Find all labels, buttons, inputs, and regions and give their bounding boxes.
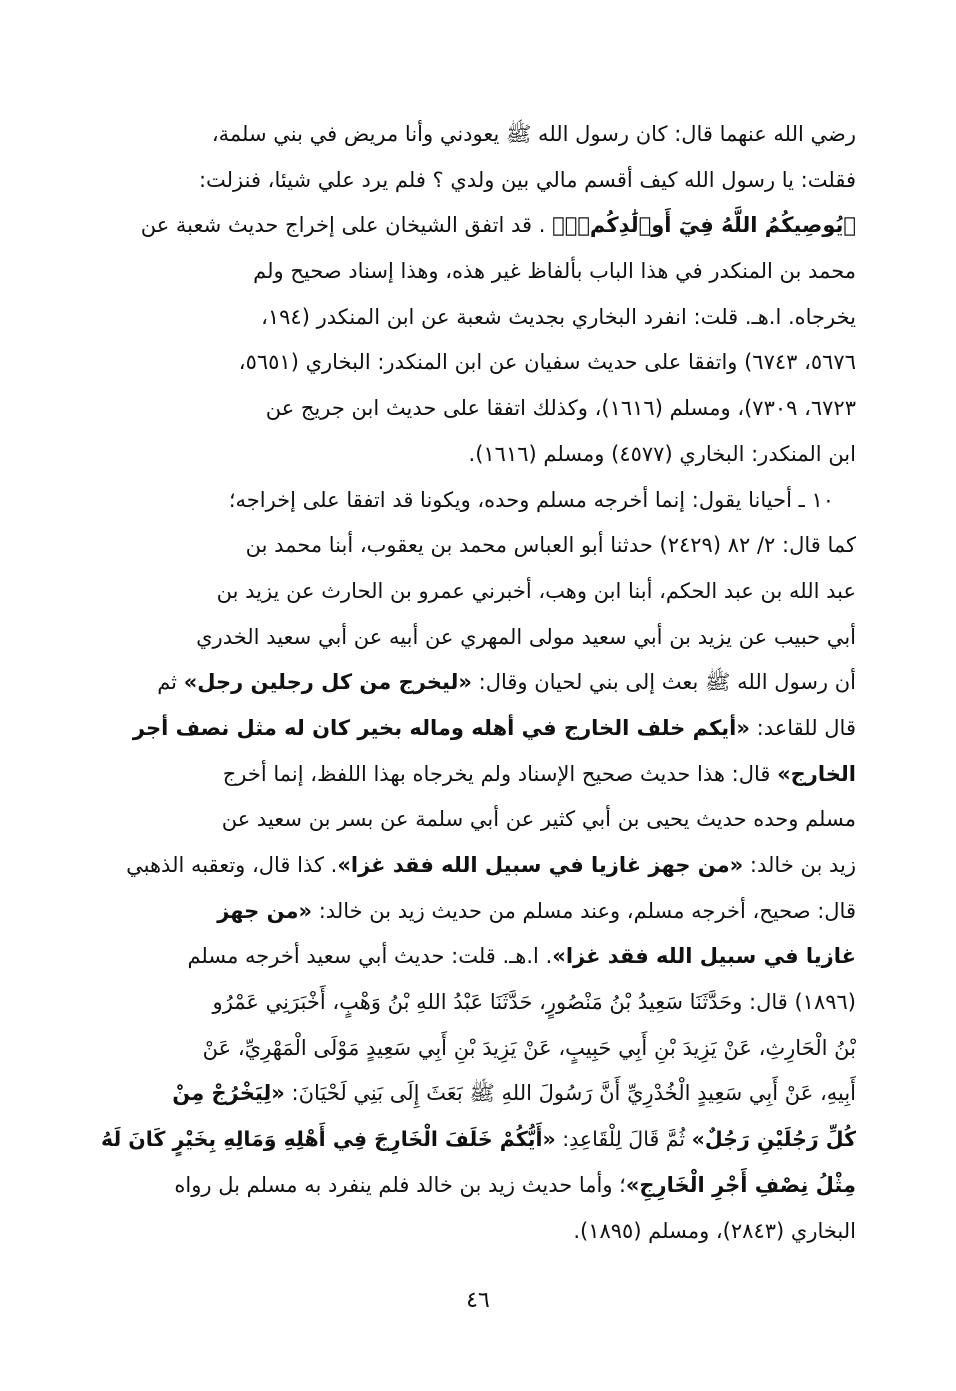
- text-line: [100, 1071, 856, 1117]
- bold-quote: مِثْلُ نِصْفِ أَجْرِ الْخَارِجِ»: [625, 1172, 856, 1197]
- text-run: فقلت: يا رسول الله كيف أقسم مالي بين ولدي ؟ فلم يرد علي شيئا، فنزلت:: [198, 167, 856, 192]
- text-line: [100, 752, 856, 798]
- text-run: قال: صحيح، أخرجه مسلم، وعند مسلم من حديث زيد بن خالد:: [312, 898, 856, 923]
- text-line: [100, 569, 856, 615]
- text-line: [100, 340, 856, 386]
- text-run: . قد اتفق الشيخان على إخراج حديث شعبة عن: [140, 213, 553, 238]
- text-line: [100, 889, 856, 935]
- text-line: [100, 1117, 856, 1163]
- bold-quote: الخارج»: [777, 761, 856, 786]
- text-run: قال للقاعد:: [749, 715, 856, 740]
- text-run: مسلم وحده حديث يحيى بن أبي كثير عن أبي سلمة عن بسر بن سعيد عن: [221, 807, 856, 832]
- text-line: [100, 523, 856, 569]
- text-line: [100, 203, 856, 249]
- bold-quote: كُلِّ رَجُلَيْنِ رَجُلٌ»: [691, 1127, 856, 1152]
- text-line: [100, 295, 856, 341]
- text-run: يخرجاه. ا.هـ. قلت: انفرد البخاري بجديث شعبة عن ابن المنكدر (١٩٤،: [261, 304, 856, 329]
- text-line: [100, 1026, 856, 1072]
- text-run: البخاري (٢٨٤٣)، ومسلم (١٨٩٥).: [573, 1218, 856, 1243]
- text-run: ٦٧٢٣، ٧٣٠٩)، ومسلم (١٦١٦)، وكذلك اتفقا على حديث ابن جريج عن: [265, 396, 856, 421]
- bold-quote: «أَيُّكُمْ خَلَفَ الْخَارِجَ فِي أَهْلِهِ وَمَالِهِ بِخَيْرٍ كَانَ لَهُ: [101, 1127, 556, 1152]
- text-run: زيد بن خالد:: [743, 853, 856, 877]
- text-line: [100, 249, 856, 295]
- bold-quote: غازيا في سبيل الله فقد غزا»: [552, 944, 856, 969]
- text-line: [100, 386, 856, 432]
- text-run: ثم: [157, 670, 184, 695]
- text-line: [100, 1209, 856, 1255]
- page-number: ٤٦: [466, 1288, 490, 1313]
- bold-quote: «ليخرج من كل رجلين رجل»: [183, 670, 472, 695]
- text-run: ؛ وأما حديث زيد بن خالد فلم ينفرد به مسلم بل رواه: [174, 1172, 626, 1197]
- text-line: [100, 980, 856, 1026]
- text-run: أبي حبيب عن يزيد بن أبي سعيد مولى المهري عن أبيه عن أبي سعيد الخدري: [196, 624, 856, 649]
- text-run: . ا.هـ. قلت: حديث أبي سعيد أخرجه مسلم: [187, 944, 553, 969]
- text-line: [100, 112, 856, 158]
- text-line: [100, 158, 856, 204]
- text-run: بْنُ الْحَارِثِ، عَنْ يَزِيدَ بْنِ أَبِي حَبِيبٍ، عَنْ يَزِيدَ بْنِ أَبِي سَعِيدٍ مَوْلَى الْمَهْرِيِّ، عَنْ: [202, 1035, 856, 1060]
- text-line: [100, 1163, 856, 1209]
- text-line: [100, 660, 856, 706]
- text-run: قال: هذا حديث صحيح الإسناد ولم يخرجاه بهذا اللفظ، إنما أخرج: [222, 761, 778, 786]
- text-run: كما قال: ٢/ ٨٢ (٢٤٢٩) حدثنا أبو العباس محمد بن يعقوب، أبنا محمد بن: [245, 533, 856, 558]
- text-line: [100, 432, 856, 478]
- bold-quote: «أيكم خلف الخارج في أهله وماله بخير كان له مثل نصف أجر: [132, 715, 750, 740]
- text-line: [100, 934, 856, 980]
- text-run: (١٨٩٦) قال: وحَدَّثَنَا سَعِيدُ بْنُ مَنْصُورٍ، حَدَّثَنَا عَبْدُ اللهِ بْنُ وَهْبٍ، أَخْبَرَنِي عَمْرُو: [212, 990, 856, 1015]
- text-run: ثُمَّ قَالَ لِلْقَاعِدِ:: [555, 1127, 692, 1152]
- text-run: ١٠ ـ أحيانا يقول: إنما أخرجه مسلم وحده، ويكونا قد اتفقا على إخراجه؛: [228, 487, 834, 512]
- text-line: [100, 615, 856, 661]
- text-line: [100, 797, 856, 843]
- bold-quote: ﴿يُوصِيكُمُ اللَّهُ فِيٓ أَوۡلَٰدِكُمۡۖ﴾: [552, 213, 856, 238]
- text-run: رضي الله عنهما قال: كان رسول الله ﷺ يعودني وأنا مريض في بني سلمة،: [211, 122, 856, 146]
- text-run: محمد بن المنكدر في هذا الباب بألفاظ غير هذه، وهذا إسناد صحيح ولم: [253, 259, 856, 284]
- text-line: [100, 706, 856, 752]
- text-run: عبد الله بن عبد الحكم، أبنا ابن وهب، أخبرني عمرو بن الحارث عن يزيد بن: [216, 578, 856, 603]
- bold-quote: «من جهز: [217, 898, 313, 923]
- text-line: [100, 478, 856, 524]
- text-run: أَبِيهِ، عَنْ أَبِي سَعِيدٍ الْخُدْرِيِّ أَنَّ رَسُولَ اللهِ ﷺ بَعَثَ إِلَى بَنِي لَحْيَانَ:: [284, 1081, 856, 1106]
- bold-quote: «من جهز غازيا في سبيل الله فقد غزا»: [337, 853, 744, 877]
- text-run: ابن المنكدر: البخاري (٤٥٧٧) ومسلم (١٦١٦).: [468, 441, 856, 466]
- page-body-text: [100, 112, 856, 1254]
- text-line: [100, 843, 856, 889]
- bold-quote: «لِيَخْرُجْ مِنْ: [172, 1081, 285, 1106]
- text-run: أن رسول الله ﷺ بعث إلى بني لحيان وقال:: [471, 670, 856, 695]
- text-run: ٥٦٧٦، ٦٧٤٣) واتفقا على حديث سفيان عن ابن المنكدر: البخاري (٥٦٥١،: [238, 350, 856, 375]
- text-run: . كذا قال، وتعقبه الذهبي: [126, 853, 338, 877]
